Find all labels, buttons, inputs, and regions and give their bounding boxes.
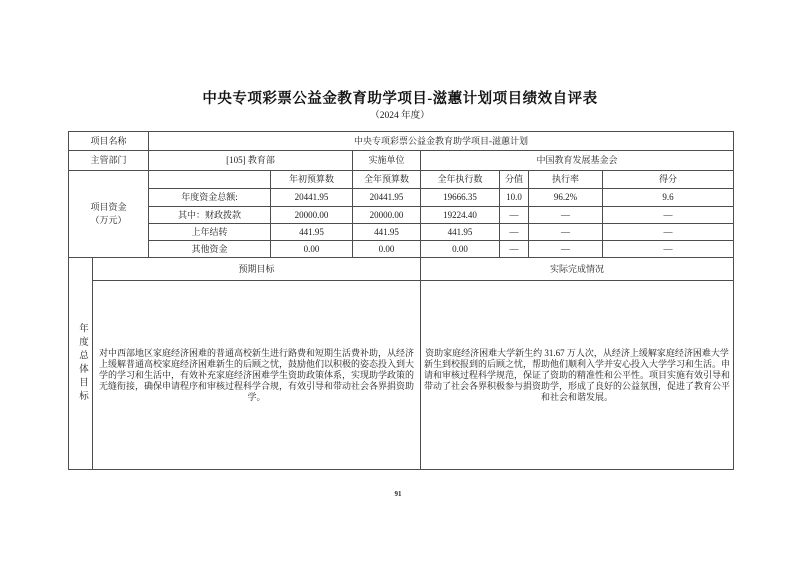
cell-value: 0.00	[353, 241, 421, 258]
cell-value: 96.2%	[529, 189, 603, 207]
cell-value: 20000.00	[271, 207, 353, 224]
money-header-score-weight: 分值	[500, 171, 529, 189]
annual-goal-label	[69, 258, 93, 470]
project-funds-label	[69, 171, 149, 258]
cell-value: —	[529, 224, 603, 241]
money-header-score: 得分	[603, 171, 734, 189]
dept-label: 主管部门	[69, 151, 149, 171]
cell-value: 0.00	[271, 241, 353, 258]
cell-value: —	[603, 207, 734, 224]
cell-value: 19224.40	[421, 207, 500, 224]
document-subtitle: （2024 年度）	[370, 111, 430, 121]
cell-value: 20441.95	[271, 189, 353, 207]
self-evaluation-table	[68, 131, 734, 470]
money-header-annual-budget: 全年预算数	[353, 171, 421, 189]
cell-value: 0.00	[421, 241, 500, 258]
cell-value: 441.95	[353, 224, 421, 241]
expected-goal-text: 对中西部地区家庭经济困难的普通高校新生进行路费和短期生活费补助，从经济上缓解普通高校家庭经济困难新生的后顾之忧，鼓励他们以积极的姿态投入到大学的学习和生活中，有效补充家庭经济困难学生资助政策体系，实现助学政策的无缝衔接，确保申请程序和审核过程科学合规，有效引导和带动社会各界捐资助学。	[93, 281, 421, 470]
row-label-fiscal-allocation: 其中：财政拨款	[149, 207, 271, 224]
project-funds-label-line1: 项目资金	[90, 202, 127, 212]
expected-goal-header: 预期目标	[93, 258, 421, 281]
annual-goal-vertical-text: 年度总体目标	[77, 323, 87, 404]
row-label-total-funds: 年度资金总额:	[149, 189, 271, 207]
impl-unit-value: 中国教育发展基金会	[421, 151, 734, 171]
document-title: 中央专项彩票公益金教育助学项目-滋蕙计划项目绩效自评表	[202, 91, 598, 107]
table-row-carryover	[69, 224, 734, 241]
table-row-total-funds	[69, 189, 734, 207]
cell-value: —	[529, 241, 603, 258]
table-row-other-funds	[69, 241, 734, 258]
money-header-blank	[149, 171, 271, 189]
cell-value: —	[529, 207, 603, 224]
dept-value: [105] 教育部	[149, 151, 353, 171]
money-header-initial-budget: 年初预算数	[271, 171, 353, 189]
money-header-annual-executed: 全年执行数	[421, 171, 500, 189]
page-number: 91	[394, 490, 402, 498]
cell-value: 10.0	[500, 189, 529, 207]
project-name-value: 中央专项彩票公益金教育助学项目-滋蕙计划	[149, 132, 734, 151]
cell-value: 9.6	[603, 189, 734, 207]
actual-completion-header: 实际完成情况	[421, 258, 734, 281]
cell-value: —	[603, 241, 734, 258]
cell-value: 20000.00	[353, 207, 421, 224]
table-row-fiscal-allocation	[69, 207, 734, 224]
project-name-label: 项目名称	[69, 132, 149, 151]
project-funds-label-line2: （万元）	[90, 215, 127, 225]
cell-value: 441.95	[421, 224, 500, 241]
actual-completion-text: 资助家庭经济困难大学新生约 31.67 万人次，从经济上缓解家庭经济困难大学新生到校报到的后顾之忧，帮助他们顺利入学并安心投入大学学习和生活。申请和审核过程科学规范，保证了资助的精准性和公平性。项目实施有效引导和带动了社会各界积极参与捐资助学，形成了良好的公益氛围，促进了教育公平和社会和谐发展。	[421, 281, 734, 470]
cell-value: —	[500, 224, 529, 241]
cell-value: 441.95	[271, 224, 353, 241]
impl-unit-label: 实施单位	[353, 151, 421, 171]
cell-value: —	[500, 207, 529, 224]
cell-value: 19666.35	[421, 189, 500, 207]
row-label-other-funds: 其他资金	[149, 241, 271, 258]
row-label-carryover: 上年结转	[149, 224, 271, 241]
cell-value: 20441.95	[353, 189, 421, 207]
cell-value: —	[603, 224, 734, 241]
cell-value: —	[500, 241, 529, 258]
money-header-execution-rate: 执行率	[529, 171, 603, 189]
